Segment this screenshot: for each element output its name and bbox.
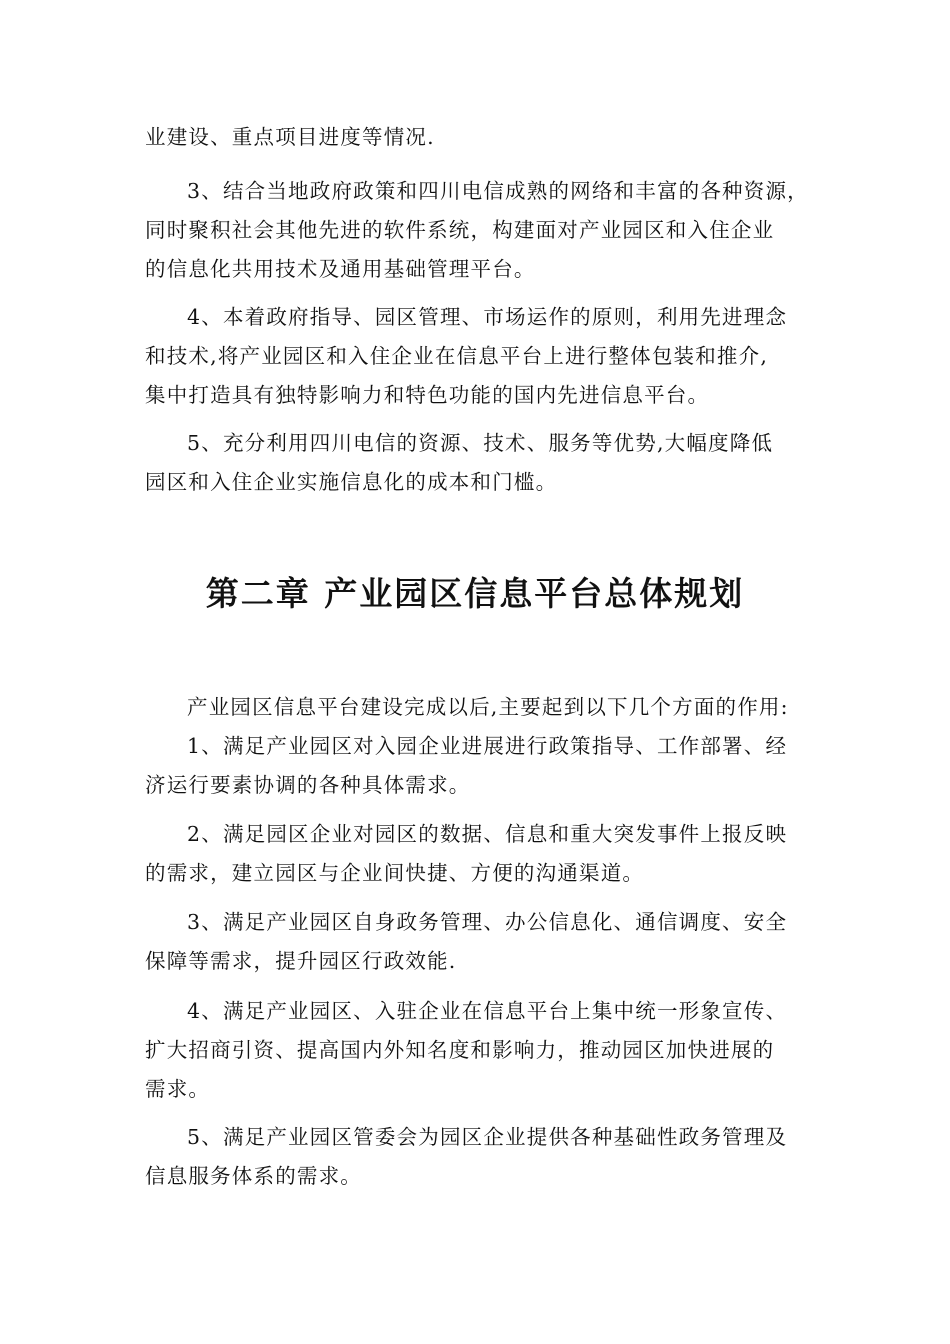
requirement-item-5 [145,1118,810,1196]
text-line: 4、本着政府指导、园区管理、市场运作的原则，利用先进理念 [187,305,788,329]
text-line: 和技术,将产业园区和入住企业在信息平台上进行整体包装和推介, [145,344,769,368]
text-line: 3、结合当地政府政策和四川电信成熟的网络和丰富的各种资源， [187,179,809,203]
text-line: 5、充分利用四川电信的资源、技术、服务等优势,大幅度降低 [187,431,774,455]
text-line: 扩大招商引资、提高国内外知名度和影响力，推动园区加快进展的 [145,1038,775,1062]
text-line: 的需求，建立园区与企业间快捷、方便的沟通渠道。 [145,861,645,885]
requirement-item-2 [145,815,810,893]
text-line: 业建设、重点项目进度等情况. [145,125,435,149]
text-line: 信息服务体系的需求。 [145,1164,362,1188]
paragraph-continuation [145,118,810,157]
requirement-item-4 [145,992,810,1109]
text-line: 5、满足产业园区管委会为园区企业提供各种基础性政务管理及 [187,1125,788,1149]
paragraph-point-4 [145,298,810,415]
chapter-intro [145,688,810,727]
text-line: 1、满足产业园区对入园企业进展进行政策指导、工作部署、经 [187,734,788,758]
paragraph-point-5 [145,424,810,502]
text-line: 同时聚积社会其他先进的软件系统，构建面对产业园区和入住企业 [145,218,775,242]
requirement-item-3 [145,903,810,981]
text-line: 的信息化共用技术及通用基础管理平台。 [145,257,536,281]
chapter-title: 第二章 产业园区信息平台总体规划 [205,574,745,613]
text-line: 园区和入住企业实施信息化的成本和门槛。 [145,470,558,494]
text-line: 2、满足园区企业对园区的数据、信息和重大突发事件上报反映 [187,822,788,846]
text-line: 济运行要素协调的各种具体需求。 [145,773,471,797]
text-line: 集中打造具有独特影响力和特色功能的国内先进信息平台。 [145,383,710,407]
text-line: 4、满足产业园区、入驻企业在信息平台上集中统一形象宣传、 [187,999,788,1023]
requirement-item-1 [145,727,810,805]
text-line: 产业园区信息平台建设完成以后,主要起到以下几个方面的作用: [187,695,789,719]
text-line: 保障等需求，提升园区行政效能. [145,949,457,973]
text-line: 需求。 [145,1077,211,1101]
text-line: 3、满足产业园区自身政务管理、办公信息化、通信调度、安全 [187,910,788,934]
paragraph-point-3 [145,172,810,289]
